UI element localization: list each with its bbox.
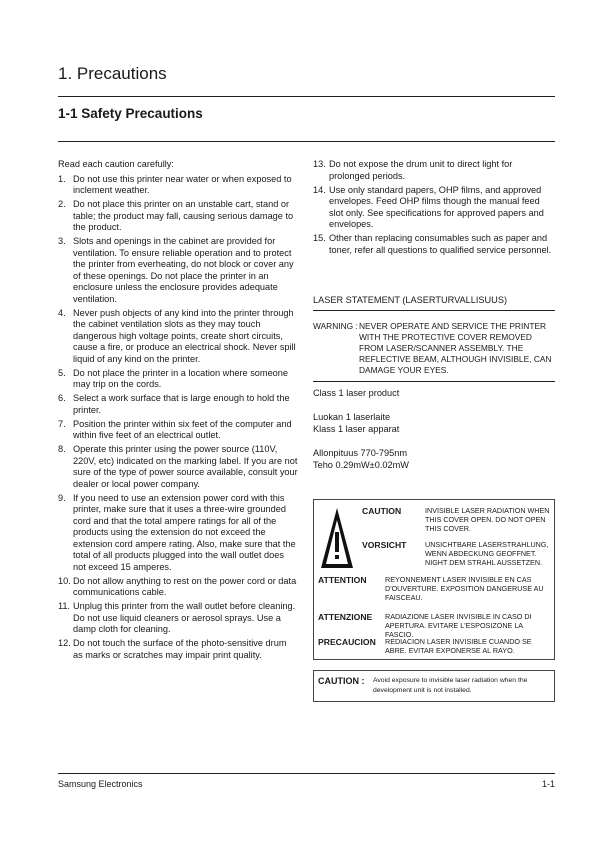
list-item-number: 14.	[313, 184, 326, 195]
list-item-text: Do not place the printer in a location where someone may trip on the cords.	[73, 367, 289, 389]
label-precaucion-key: PRECAUCION	[318, 637, 376, 647]
list-item-text: Do not expose the drum unit to direct light for prolonged periods.	[329, 159, 513, 181]
footer-company: Samsung Electronics	[58, 779, 143, 789]
list-item	[58, 638, 298, 661]
list-item-text: Do not allow anything to rest on the power cord or data communications cable.	[73, 575, 297, 597]
list-item-text: Never push objects of any kind into the printer through the cabinet ventilation slots as they may touch dangerous high voltage points, create short circuits, cause a fire, or produce an electrical shock. Never spill liquid of any kind on the printer.	[73, 307, 296, 364]
list-item	[313, 185, 555, 231]
list-item	[58, 308, 298, 366]
precautions-list-right	[313, 159, 555, 256]
list-item	[58, 493, 298, 574]
list-item-text: Other than replacing consumables such as paper and toner, refer all questions to qualified service personnel.	[329, 233, 552, 255]
list-item	[313, 233, 555, 256]
caution-key: CAUTION :	[318, 676, 365, 686]
list-item-number: 11.	[58, 601, 71, 611]
laser-warning-label	[313, 499, 555, 660]
list-item-text: Unplug this printer from the wall outlet before cleaning. Do not use liquid cleaners or aerosol sprays. Use a damp cloth for cleaning.	[73, 601, 296, 634]
list-item-number: 10.	[58, 575, 71, 586]
list-item-number: 1.	[58, 173, 66, 184]
class-product: Class 1 laser product	[313, 388, 400, 398]
list-item-number: 8.	[58, 444, 66, 454]
laser-class-info	[313, 387, 555, 471]
label-attenzione-key: ATTENZIONE	[318, 612, 373, 622]
label-attention-text: REYONNEMENT LASER INVISIBLE EN CAS D'OUVERTURE. EXPOSITION DANGERUSE AU FAISCEAU.	[385, 575, 544, 602]
allonpituus-text: Allonpituus 770-795nm	[313, 448, 407, 458]
list-item-text: Operate this printer using the power source (110V, 220V, etc) indicated on the marking label. If you are not sure of the type of power source available, consult your dealer or local power company.	[73, 444, 298, 489]
list-item-number: 12.	[58, 638, 71, 648]
list-item-number: 4.	[58, 307, 66, 318]
list-item-text: Do not use this printer near water or when exposed to inclement weather.	[73, 173, 292, 195]
list-item-number: 7.	[58, 418, 66, 429]
list-item-number: 2.	[58, 199, 66, 209]
list-item-number: 6.	[58, 393, 66, 403]
luokan-text: Luokan 1 laserlaite	[313, 412, 391, 422]
label-vorsicht-key: VORSICHT	[362, 540, 407, 550]
label-attention-key: ATTENTION	[318, 575, 367, 585]
list-item-text: If you need to use an extension power cord with this printer, make sure that it uses a three-wire grounded cord and that the total ampere ratings for all of the products using the extension do not exceed the extension cord ampere rating. Also, make sure that the total of all products plugged into the wall outlet does not exceed 15 amperes.	[73, 492, 296, 572]
intro-text: Read each caution carefully:	[58, 159, 174, 169]
laser-statement-heading: LASER STATEMENT (LASERTURVALLISUUS)	[313, 295, 508, 305]
list-item	[58, 444, 298, 490]
section-rule	[58, 141, 555, 142]
footer-rule	[58, 773, 555, 774]
list-item-text: Do not touch the surface of the photo-sensitive drum as marks or scratches may impair print quality.	[73, 638, 287, 660]
list-item-number: 9.	[58, 492, 66, 503]
laser-warning	[313, 321, 555, 376]
footer-page-number: 1-1	[541, 779, 555, 789]
laser-warning-rule	[313, 381, 555, 382]
list-item-text: Use only standard papers, OHP films, and approved envelopes. Feed OHP films though the manual feed slot only. See specifications for approved papers and envelopes.	[329, 184, 544, 229]
warning-triangle-icon	[320, 506, 354, 570]
label-vorsicht-text: UNSICHTBARE LASERSTRAHLUNG, WENN ABDECKUNG GEOFFNET. NIGHT DEM STRAHL AUSSETZEN.	[425, 540, 549, 567]
list-item-text: Slots and openings in the cabinet are provided for ventilation. To ensure reliable operation and to protect the printer from everheating, do not block or cover any of these openings. Do not place the printer in an enclosure unless the enclosure provides adequate ventilation.	[73, 236, 294, 304]
list-item	[58, 236, 298, 305]
development-unit-caution	[313, 670, 555, 702]
list-item-number: 15.	[313, 233, 326, 243]
warning-text: NEVER OPERATE AND SERVICE THE PRINTER WITH THE PROTECTIVE COVER REMOVED FROM LASER/SCANNER ASSEMBLY. THE REFLECTIVE BEAM, ALTHOUGH INVISIBLE, CAN DAMAGE YOUR EYES.	[359, 321, 552, 375]
list-item-number: 13.	[313, 159, 326, 169]
list-item	[58, 199, 298, 234]
list-item-number: 3.	[58, 236, 66, 246]
klass-text: Klass 1 laser apparat	[313, 424, 400, 434]
list-item	[58, 368, 298, 391]
label-precaucion-text: REDIACION LASER INVISIBLE CUANDO SE ABRE. EVITAR EXPONERSE AL RAYO.	[385, 637, 532, 655]
list-item	[58, 419, 298, 442]
list-item	[58, 174, 298, 197]
teho-text: Teho 0.29mW±0.02mW	[313, 460, 409, 470]
label-attenzione-text: RADIAZIONE LASER INVISIBLE IN CASO DI APERTURA. EVITARE L'ESPOSIZONE LA FASCIO.	[385, 612, 532, 639]
chapter-title: 1. Precautions	[58, 64, 167, 83]
list-item-text: Select a work surface that is large enough to hold the printer.	[73, 393, 290, 415]
list-item-text: Position the printer within six feet of the computer and within five feet of an electrical outlet.	[73, 418, 292, 440]
label-caution-key: CAUTION	[362, 506, 402, 516]
list-item	[58, 393, 298, 416]
left-column	[58, 159, 298, 664]
laser-heading-rule	[313, 310, 555, 311]
section-title: 1-1 Safety Precautions	[58, 106, 203, 121]
label-caution-text: INVISIBLE LASER RADIATION WHEN THIS COVER OPEN. DO NOT OPEN THIS COVER.	[425, 506, 550, 533]
caution-text: Avoid exposure to invisible laser radiation when the development unit is not installed.	[373, 677, 528, 694]
list-item	[58, 576, 298, 599]
warning-label: WARNING :	[313, 321, 358, 331]
chapter-rule	[58, 96, 555, 97]
list-item-text: Do not place this printer on an unstable cart, stand or table; the product may fall, causing serious damage to the product.	[73, 199, 294, 232]
list-item-number: 5.	[58, 367, 66, 378]
precautions-list-left	[58, 174, 298, 662]
list-item	[313, 159, 555, 182]
right-column	[313, 159, 555, 259]
list-item	[58, 601, 298, 636]
